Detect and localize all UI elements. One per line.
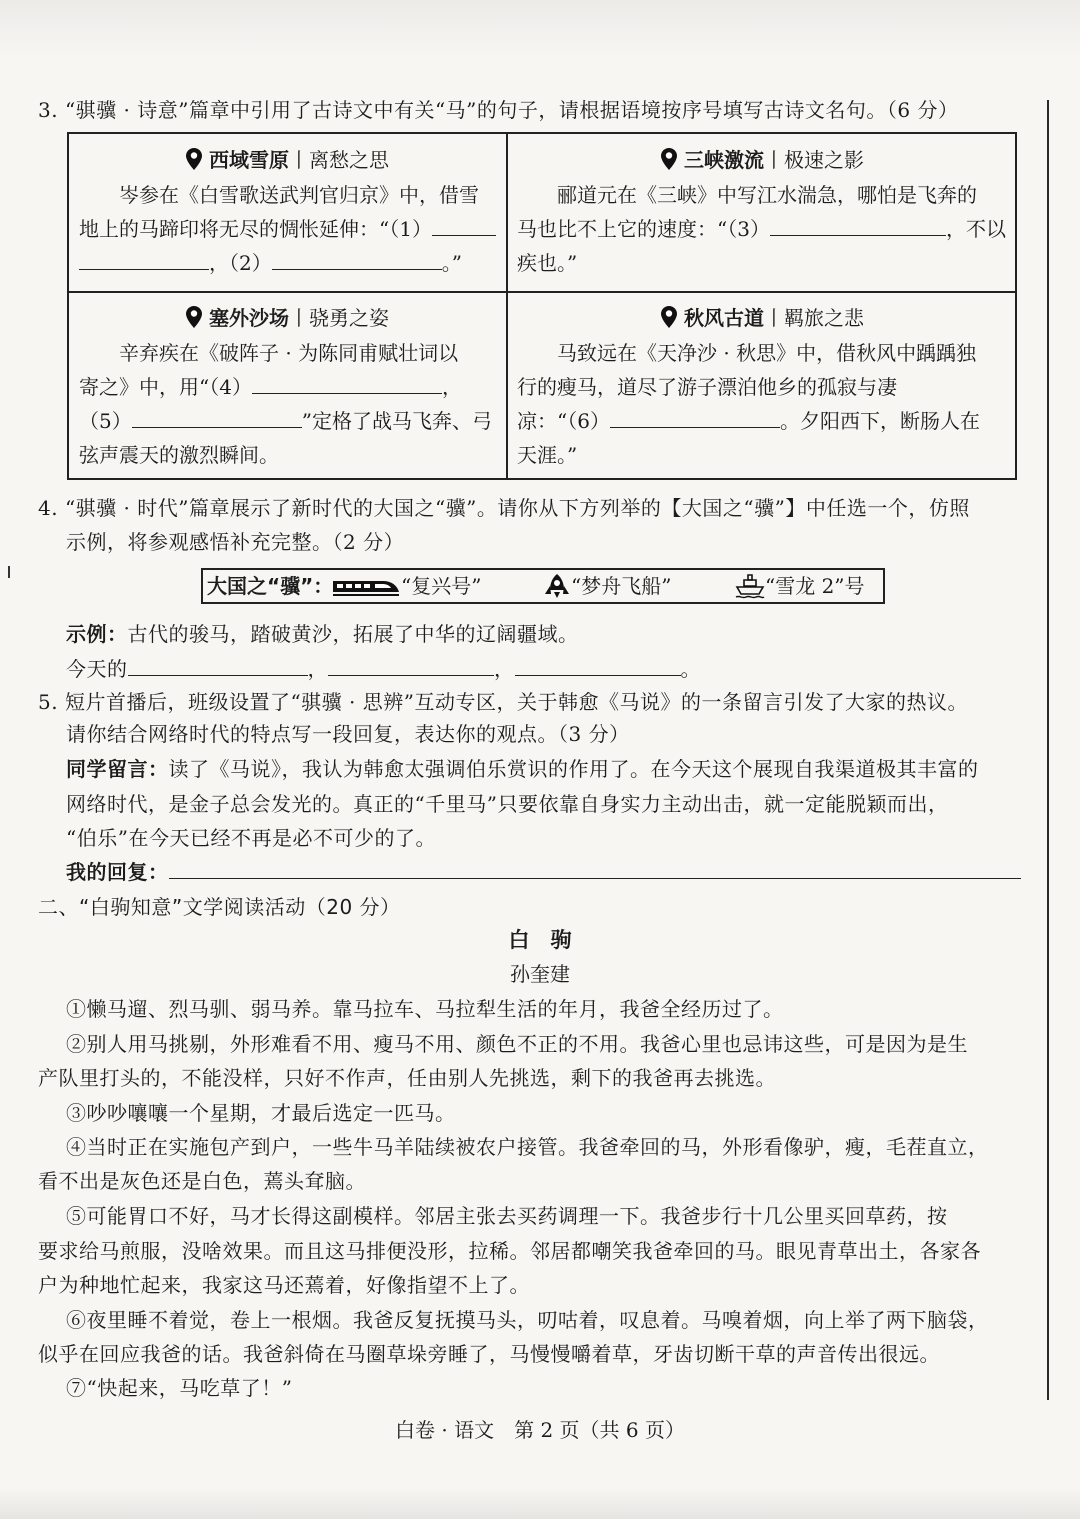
q5-stem-1: 5. 短片首播后，班级设置了“骐骥 · 思辨”互动专区，关于韩愈《马说》的一条留言引发了大家的热议。 <box>38 690 968 714</box>
reply-label: 我的回复： <box>66 860 169 884</box>
page-footer: 白卷 · 语文 第 2 页（共 6 页） <box>395 1418 685 1442</box>
cell-theme: 极速之影 <box>784 148 864 172</box>
paragraph: ③吵吵嚷嚷一个星期，才最后选定一匹马。 <box>66 1101 456 1125</box>
cell-theme: 羁旅之悲 <box>784 306 864 330</box>
q4-options-box <box>201 568 885 604</box>
cell-place: 秋风古道 <box>684 306 764 330</box>
paragraph-cont: 户为种地忙起来，我家这马还蔫着，好像指望不上了。 <box>38 1273 530 1297</box>
cell-line: 辛弃疾在《破阵子 · 为陈同甫赋壮词以 <box>119 341 459 365</box>
q5-stem-2: 请你结合网络时代的特点写一段回复，表达你的观点。（3 分） <box>66 722 630 746</box>
q3-cell-sanxia <box>507 134 1017 280</box>
cell-sep: 丨 <box>289 148 309 172</box>
options-label: 大国之“骥”： <box>207 574 334 598</box>
scan-bottom-shadow <box>0 1488 1080 1519</box>
cell-line: 寄之》中，用“（4） ， <box>79 375 462 399</box>
cell-line: 凉：“（6） 。夕阳西下，断肠人在 <box>517 409 980 433</box>
answer-blank-1[interactable] <box>128 657 308 676</box>
q5-comment-2: 网络时代，是金子总会发光的。真正的“千里马”只要依靠自身实力主动出击，就一定能脱颖而出， <box>66 792 949 816</box>
cell-line: 疾也。” <box>517 251 578 275</box>
cell-line: 马致远在《天净沙 · 秋思》中，借秋风中踽踽独 <box>557 341 977 365</box>
icebreaker-ship-icon <box>735 573 765 599</box>
option-label: “复兴号” <box>401 574 482 598</box>
comment-text: 读了《马说》，我认为韩愈太强调伯乐赏识的作用了。在今天这个展现自我渠道极其丰富的 <box>168 757 979 781</box>
cell-place: 塞外沙场 <box>209 306 289 330</box>
cell-place: 西域雪原 <box>209 148 289 172</box>
blank-4[interactable] <box>252 375 442 394</box>
paragraph: ⑤可能胃口不好，马才长得这副模样。邻居主张去买药调理一下。我爸步行十几公里买回草药，按 <box>66 1204 948 1228</box>
answer-blank-2[interactable] <box>328 657 494 676</box>
article-title: 白 驹 <box>508 928 572 952</box>
blank-3[interactable] <box>770 217 946 236</box>
cell-heading <box>517 302 1007 334</box>
q4-example <box>66 620 579 648</box>
cell-body <box>79 336 495 472</box>
example-label: 示例： <box>66 622 128 646</box>
answer-blank-3[interactable] <box>515 657 681 676</box>
cell-body <box>79 178 495 280</box>
cell-heading <box>79 144 495 176</box>
q4-stem-2: 示例，将参观感悟补充完整。（2 分） <box>66 530 405 554</box>
option-xuelong[interactable] <box>735 570 865 602</box>
cell-line: 地上的马蹄印将无尽的惆怅延伸：“（1） <box>79 212 495 246</box>
paragraph: ⑦“快起来，马吃草了！” <box>66 1376 293 1400</box>
blank-1b[interactable] <box>79 251 209 270</box>
spacecraft-icon <box>543 573 571 599</box>
paragraph-cont: 产队里打头的，不能没样，只好不作声，任由别人先挑选，剩下的我爸再去挑选。 <box>38 1066 776 1090</box>
cell-sep: 丨 <box>289 306 309 330</box>
q5-comment-1 <box>66 755 979 783</box>
paragraph: ②别人用马挑剔，外形难看不用、瘦马不用、颜色不正的不用。我爸心里也忌讳这些，可是因为是生 <box>66 1032 968 1056</box>
blank-5[interactable] <box>132 409 302 428</box>
scan-top-shadow <box>0 0 1080 58</box>
location-pin-icon <box>185 305 203 329</box>
blank-1a[interactable] <box>432 217 496 236</box>
q5-reply <box>66 858 1021 886</box>
punct: ， <box>494 657 515 681</box>
option-label: “梦舟飞船” <box>571 574 672 598</box>
cell-body <box>517 336 1007 472</box>
margin-tick <box>8 566 10 578</box>
paragraph-cont: 似乎在回应我爸的话。我爸斜倚在马圈草垛旁睡了，马慢慢嚼着草，牙齿切断干草的声音传出很远。 <box>38 1342 940 1366</box>
cell-body <box>517 178 1007 280</box>
cell-line: （5） ”定格了战马飞奔、弓 <box>79 409 492 433</box>
paragraph: ①懒马遛、烈马驯、弱马养。靠马拉车、马拉犁生活的年月，我爸全经历过了。 <box>66 997 784 1021</box>
cell-line: 马也比不上它的速度：“（3） ，不以 <box>517 217 1006 241</box>
blank-2[interactable] <box>272 251 442 270</box>
q4-answer-line <box>66 655 701 683</box>
example-text: 古代的骏马，踏破黄沙，拓展了中华的辽阔疆域。 <box>127 622 579 646</box>
location-pin-icon <box>660 305 678 329</box>
location-pin-icon <box>185 147 203 171</box>
section-heading: 二、“白驹知意”文学阅读活动（20 分） <box>38 895 401 919</box>
paragraph-cont: 要求给马煎服，没啥效果。而且这马排便没形，拉稀。邻居都嘲笑我爸牵回的马。眼见青草出土，各家各 <box>38 1239 981 1263</box>
punct: 。 <box>680 657 701 681</box>
cell-place: 三峡激流 <box>684 148 764 172</box>
paragraph-cont: 看不出是灰色还是白色，蔫头耷脑。 <box>38 1169 366 1193</box>
article-author: 孙奎建 <box>510 962 570 986</box>
q3-stem: 3. “骐骥 · 诗意”篇章中引用了古诗文中有关“马”的句子，请根据语境按序号填写古诗文名句。（6 分） <box>38 98 959 122</box>
paragraph: ⑥夜里睡不着觉，卷上一根烟。我爸反复抚摸马头，叨咕着，叹息着。马嗅着烟，向上举了两下脑袋， <box>66 1308 989 1332</box>
cell-line: 天涯。” <box>517 443 578 467</box>
cell-line: 郦道元在《三峡》中写江水湍急，哪怕是飞奔的 <box>557 183 977 207</box>
cell-heading <box>79 302 495 334</box>
cell-line: ，（2） 。” <box>79 246 495 280</box>
paragraph: ④当时正在实施包产到户，一些牛马羊陆续被农户接管。我爸牵回的马，外形看像驴，瘦，毛茬直立， <box>66 1135 989 1159</box>
option-fuxing[interactable] <box>331 570 481 602</box>
location-pin-icon <box>660 147 678 171</box>
option-mengzhou[interactable] <box>543 570 671 602</box>
q3-grid <box>67 132 1017 480</box>
high-speed-train-icon <box>331 575 401 599</box>
q4-stem-1: 4. “骐骥 · 时代”篇章展示了新时代的大国之“骥”。请你从下方列举的【大国之“骥”】中任选一个，仿照 <box>38 496 970 520</box>
cell-theme: 离愁之思 <box>309 148 389 172</box>
comment-label: 同学留言： <box>66 757 169 781</box>
q3-cell-xiyu <box>69 134 505 280</box>
cell-line: 弦声震天的激烈瞬间。 <box>79 443 279 467</box>
cell-theme: 骁勇之姿 <box>309 306 389 330</box>
today-prefix: 今天的 <box>66 657 128 681</box>
cell-sep: 丨 <box>764 306 784 330</box>
q5-comment-3: “伯乐”在今天已经不再是必不可少的了。 <box>66 826 436 850</box>
cell-line: 岑参在《白雪歌送武判官归京》中，借雪 <box>119 183 479 207</box>
punct: ， <box>307 657 328 681</box>
blank-6[interactable] <box>610 409 780 428</box>
cell-sep: 丨 <box>764 148 784 172</box>
cell-heading <box>517 144 1007 176</box>
q3-cell-saiwai <box>69 292 505 472</box>
q3-cell-qiufeng <box>507 292 1017 472</box>
cell-line: 行的瘦马，道尽了游子漂泊他乡的孤寂与凄 <box>517 375 897 399</box>
option-label: “雪龙 2”号 <box>765 574 865 598</box>
reply-blank[interactable] <box>169 860 1021 879</box>
margin-rule <box>1047 100 1049 1400</box>
